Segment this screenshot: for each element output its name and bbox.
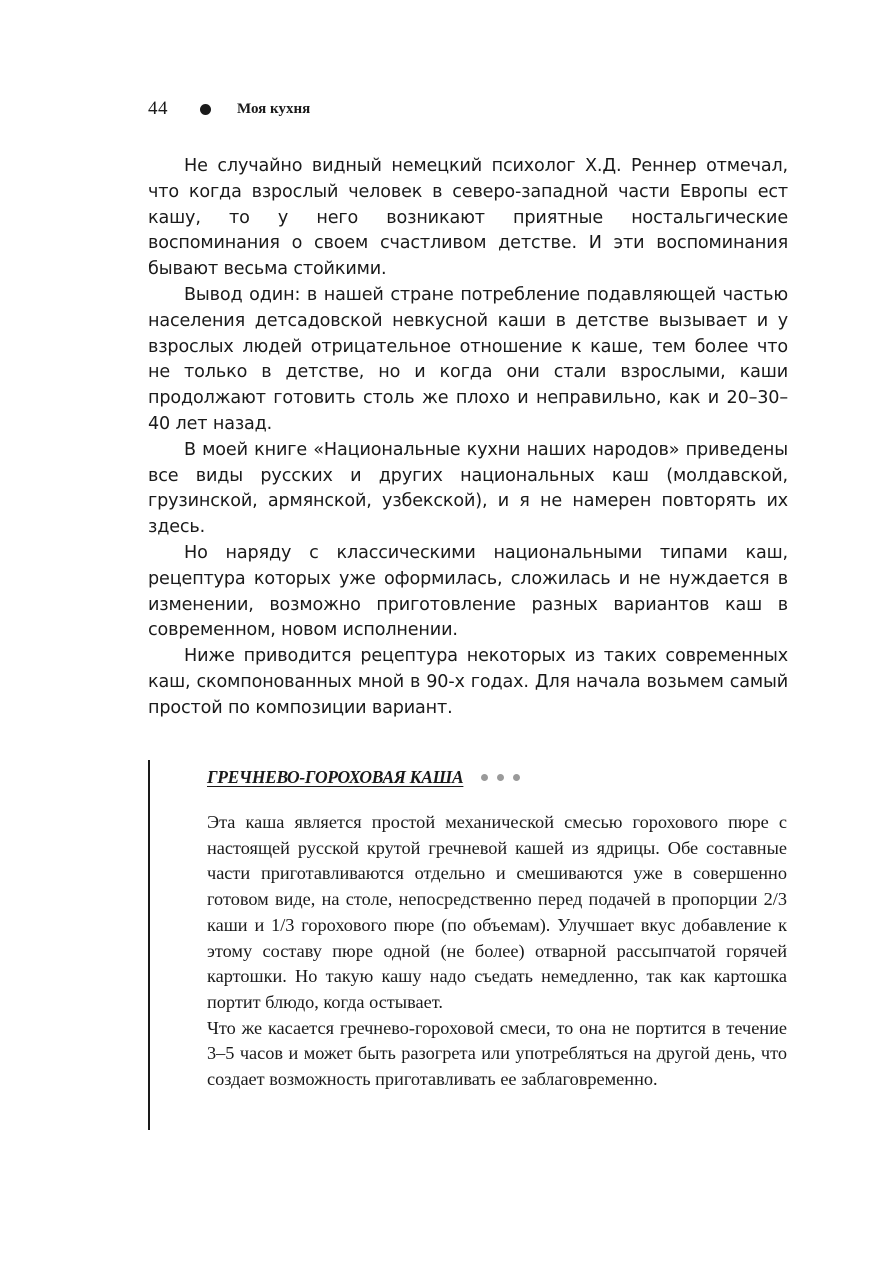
recipe-body [207, 810, 787, 1093]
recipe-box [207, 760, 787, 1093]
recipe-box-rule [148, 760, 150, 1130]
main-text [148, 154, 788, 722]
page-header [148, 94, 310, 124]
paragraph: В моей книге «Национальные кухни наших народов» приведены все виды русских и других национальных каш (молдавской, грузинской, армянской, узбекской), и я не намерен повторять их здесь. [148, 439, 788, 538]
recipe-paragraph: Эта каша является простой механической смесью горохового пюре с настоящей русской крутой гречневой кашей из ядрицы. Обе составные части приготавливаются отдельно и смешиваются уже в совершенно готовом виде, на столе, непосредственно перед подачей в пропорции 2/3 каши и 1/3 горохового пюре (по объемам). Улучшает вкус добавление к этому составу пюре одной (не более) отварной рассыпчатой горячей картошки. Но такую кашу надо съедать немедленно, так как картошка портит блюдо, когда остывает. [207, 812, 787, 1012]
recipe-paragraph: Что же касается гречнево-гороховой смеси, то она не портится в течение 3–5 часов и может быть разогрета или употребляться на другой день, что создает возможность приготавливать ее заблаговременно. [207, 1017, 787, 1090]
dots-ornament-icon [481, 774, 529, 781]
dot-icon [481, 774, 488, 781]
page-number: 44 [148, 98, 168, 119]
recipe-title: ГРЕЧНЕВО-ГОРОХОВАЯ КАША [207, 766, 464, 787]
paragraph: Вывод один: в нашей стране потребление подавляющей частью населения детсадовской невкусной каши в детстве вызывает и у взрослых людей отрицательное отношение к каше, тем более что не только в детстве, но и когда они стали взрослыми, каши продолжают готовить столь же плохо и неправильно, как и 20–30–40 лет назад. [148, 284, 788, 434]
dot-icon [497, 774, 504, 781]
bullet-icon [200, 104, 211, 115]
paragraph: Не случайно видный немецкий психолог Х.Д. Реннер отмечал, что когда взрослый человек в северо-западной части Европы ест кашу, то у него возникают приятные ностальгические воспоминания о своем счастливом детстве. И эти воспоминания бывают весьма стойкими. [148, 156, 788, 280]
dot-icon [513, 774, 520, 781]
recipe-title-row [207, 760, 787, 794]
paragraph: Но наряду с классическими национальными типами каш, рецептура которых уже оформилась, сложилась и не нуждается в изменении, возможно приготовление разных вариантов каш в современном, новом исполнении. [148, 542, 788, 641]
running-title: Моя кухня [237, 100, 311, 117]
paragraph: Ниже приводится рецептура некоторых из таких современных каш, скомпонованных мной в 90-х годах. Для начала возьмем самый простой по композиции вариант. [148, 646, 788, 718]
